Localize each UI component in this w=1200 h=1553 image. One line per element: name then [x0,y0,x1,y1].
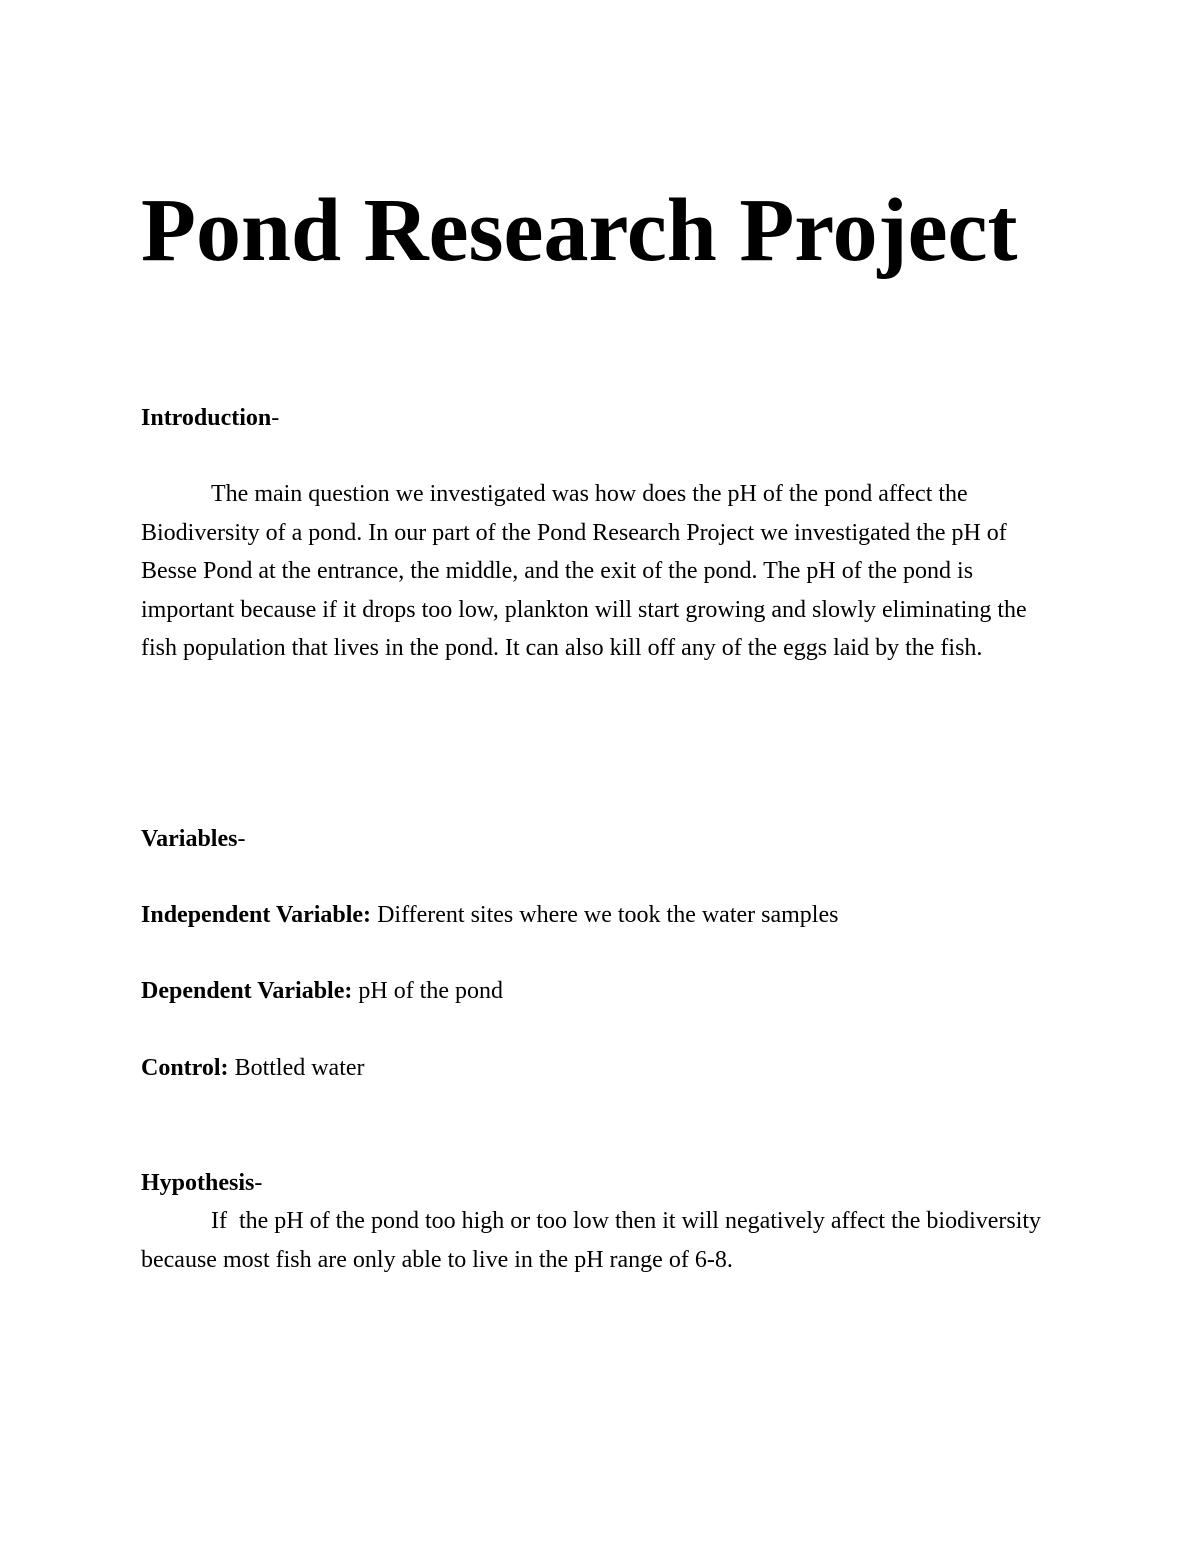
hypothesis-heading [141,1169,262,1198]
dependent-variable-line [141,977,503,1006]
hypothesis-heading-text: Hypothesis [141,1170,255,1196]
control-line [141,1054,365,1083]
independent-variable-label: Independent Variable: [141,902,372,928]
document-title: Pond Research Project [141,181,1018,280]
introduction-heading [141,404,279,433]
hypothesis-heading-dash: - [254,1170,263,1196]
independent-variable-line [141,901,838,930]
control-value: Bottled water [228,1055,365,1081]
introduction-heading-text: Introduction [141,405,272,431]
hypothesis-paragraph: If the pH of the pond too high or too low then it will negatively affect the biodiversity because most fish are only able to live in the pH range of 6-8. [141,1208,1048,1273]
independent-variable-value: Different sites where we took the water samples [371,902,839,928]
introduction-paragraph: The main question we investigated was how does the pH of the pond affect the Biodiversity of a pond. In our part of the Pond Research Project we investigated the pH of Besse Pond at the entrance, the middle, and the exit of the pond. The pH of the pond is important because if it drops too low, plankton will start growing and slowly eliminating the fish population that lives in the pond. It can also kill off any of the eggs laid by the fish. [141,481,1027,661]
variables-heading-dash: - [237,826,246,852]
variables-heading [141,825,245,854]
control-label: Control: [141,1055,229,1081]
dependent-variable-label: Dependent Variable: [141,978,353,1004]
dependent-variable-value: pH of the pond [352,978,504,1004]
introduction-heading-dash: - [271,405,280,431]
variables-heading-text: Variables [141,826,238,852]
